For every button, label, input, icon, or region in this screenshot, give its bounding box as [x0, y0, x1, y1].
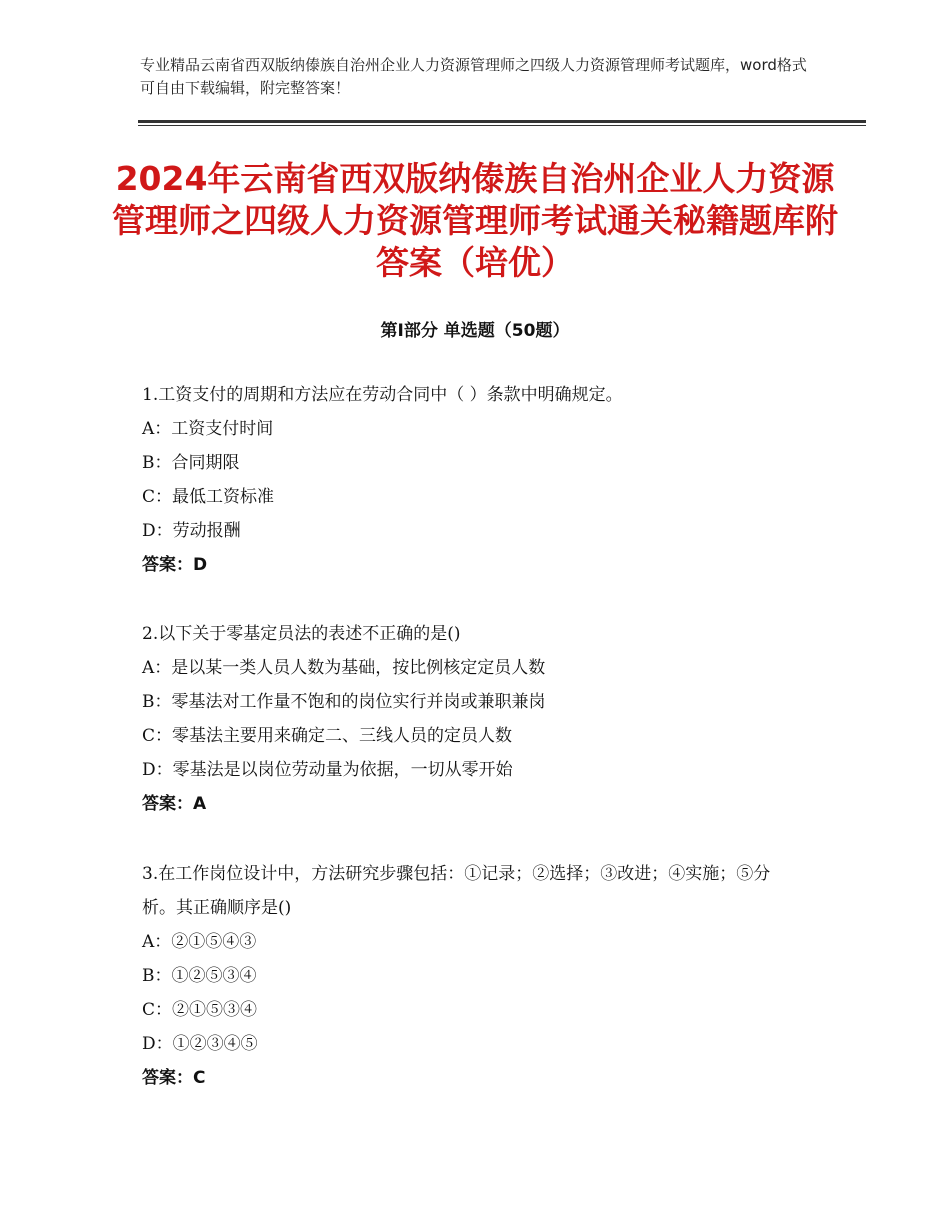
answer-label: 答案：A: [142, 794, 207, 814]
question-text: 2.以下关于零基定员法的表述不正确的是(): [142, 624, 461, 644]
question-1: [142, 378, 802, 582]
question-3: [142, 857, 802, 1095]
option-d: D：零基法是以岗位劳动量为依据，一切从零开始: [142, 760, 513, 780]
document-title: 2024年云南省西双版纳傣族自治州企业人力资源管理师之四级人力资源管理师考试通关秘籍题库附答案（培优）: [112, 159, 838, 282]
header-rule-thin: [138, 125, 866, 126]
question-2: [142, 617, 802, 821]
header-rule-thick: [138, 120, 866, 123]
question-text: 3.在工作岗位设计中，方法研究步骤包括：①记录；②选择；③改进；④实施；⑤分析。其正确顺序是(): [142, 864, 771, 918]
answer-label: 答案：C: [142, 1068, 206, 1088]
option-a: A：是以某一类人员人数为基础，按比例核定定员人数: [142, 658, 546, 678]
option-a: A：工资支付时间: [142, 419, 274, 439]
option-b: B：①②⑤③④: [142, 966, 257, 986]
option-c: C：最低工资标准: [142, 487, 275, 507]
option-d: D：①②③④⑤: [142, 1034, 258, 1054]
question-text: 1.工资支付的周期和方法应在劳动合同中（ ）条款中明确规定。: [142, 385, 623, 405]
option-b: B：合同期限: [142, 453, 240, 473]
option-b: B：零基法对工作量不饱和的岗位实行并岗或兼职兼岗: [142, 692, 546, 712]
option-c: C：零基法主要用来确定二、三线人员的定员人数: [142, 726, 513, 746]
option-a: A：②①⑤④③: [142, 932, 257, 952]
option-d: D：劳动报酬: [142, 521, 241, 541]
option-c: C：②①⑤③④: [142, 1000, 258, 1020]
answer-label: 答案：D: [142, 555, 208, 575]
section-heading: 第Ⅰ部分 单选题（50题）: [380, 321, 570, 341]
header-note: 专业精品云南省西双版纳傣族自治州企业人力资源管理师之四级人力资源管理师考试题库，word格式可自由下载编辑，附完整答案！: [140, 56, 807, 97]
